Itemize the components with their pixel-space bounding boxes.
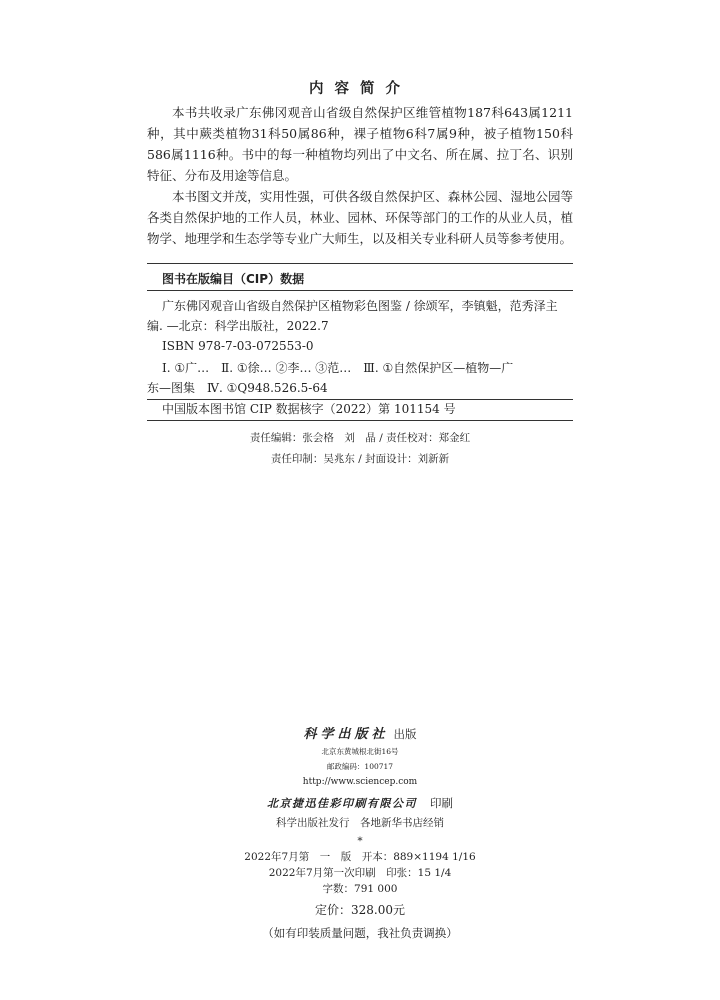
publisher-name: 科学出版社 <box>303 727 389 742</box>
cip-line-5: 东—图集 Ⅳ. ①Q948.526.5-64 <box>147 381 328 395</box>
intro-title: 内容简介 <box>309 81 411 97</box>
intro-body <box>147 102 573 249</box>
cip-catalog-number: 中国版本图书馆 CIP 数据核字（2022）第 101154 号 <box>162 402 456 416</box>
quality-note: （如有印装质量问题，我社负责调换） <box>262 926 458 940</box>
cip-line-1: 广东佛冈观音山省级自然保护区植物彩色图鉴 / 徐颂军，李镇魁，范秀泽主 <box>162 299 558 313</box>
edition-line-1: 2022年7月第 一 版 开本：889×1194 1/16 <box>244 851 476 863</box>
credits-line-2: 责任印制：吴兆东 / 封面设计：刘新新 <box>270 453 450 465</box>
cip-line-2: 编. —北京：科学出版社，2022.7 <box>147 319 329 333</box>
publisher-postcode: 邮政编码：100717 <box>326 762 394 771</box>
price: 定价：328.00元 <box>315 903 405 917</box>
separator-star: * <box>357 835 363 847</box>
intro-paragraph-2: 本书图文并茂，实用性强，可供各级自然保护区、森林公园、湿地公园等各类自然保护地的工作人员，林业、园林、环保等部门的工作的从业人员，植物学、地理学和生态学等专业广大师生，以及相关专业科研人员等参考使用。 <box>147 189 573 246</box>
distribution-line: 科学出版社发行 各地新华书店经销 <box>276 817 444 829</box>
word-count: 字数：791 000 <box>322 883 398 895</box>
cip-classification <box>147 358 573 398</box>
edition-line-2: 2022年7月第一次印刷 印张：15 1/4 <box>268 867 452 879</box>
credits-line-1: 责任编辑：张会格 刘 晶 / 责任校对：郑金红 <box>249 432 471 444</box>
publisher-name-suffix: 出版 <box>393 727 417 741</box>
cip-heading-rule <box>147 290 573 291</box>
publisher-url: http://www.sciencep.com <box>302 777 418 787</box>
editorial-credits <box>147 428 573 470</box>
printer-suffix: 印刷 <box>430 796 454 810</box>
intro-paragraph-1: 本书共收录广东佛冈观音山省级自然保护区维管植物187科643属1211种，其中蕨类植物31科50属86种，裸子植物6科7属9种，被子植物150科586属1116种。书中的每一种植物均列出了中文名、所在属、拉丁名、识别特征、分布及用途等信息。 <box>147 105 573 183</box>
cip-heading: 图书在版编目（CIP）数据 <box>162 272 305 286</box>
publisher-address: 北京东黄城根北街16号 <box>321 747 399 756</box>
printer-name: 北京捷迅佳彩印刷有限公司 <box>266 797 417 810</box>
cip-record <box>147 296 573 356</box>
cip-line-4: Ⅰ. ①广… Ⅱ. ①徐… ②李… ③范… Ⅲ. ①自然保护区—植物—广 <box>162 361 514 375</box>
cip-line-3: ISBN 978-7-03-072553-0 <box>162 339 314 353</box>
cip-top-rule <box>147 263 573 264</box>
cip-bottom-rule <box>147 420 573 421</box>
cip-catalog <box>147 399 573 419</box>
publisher-block <box>147 722 573 944</box>
